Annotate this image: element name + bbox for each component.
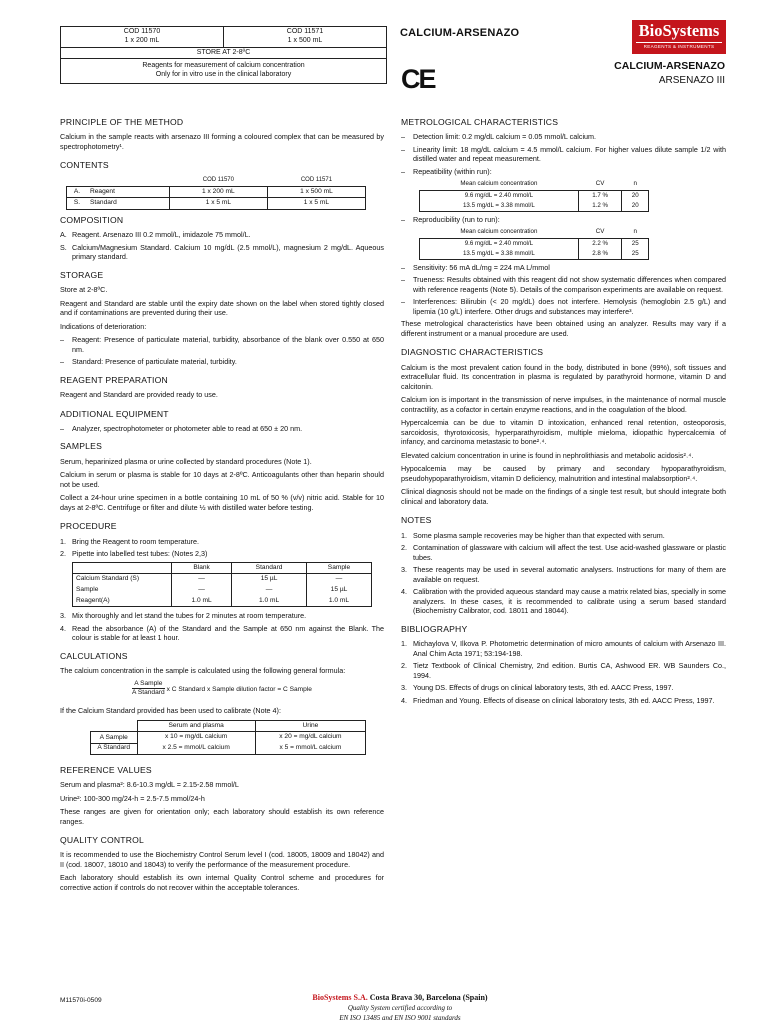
paragraph: Reagent and Standard are provided ready to use. xyxy=(60,390,218,400)
list-item: – Reagent: Presence of particulate material, turbidity, absorbance of the blank over 0.550 at 650 nm. xyxy=(60,335,384,354)
paragraph: Each laboratory should establish its own internal Quality Control scheme and procedures for corrective action if controls do not recover within the acceptable tolerances. xyxy=(60,873,384,892)
list-item: 2. Tietz Textbook of Clinical Chemistry, 2nd edition. Burtis CA, Ashwood ER. WB Saunders Co., 1994. xyxy=(401,661,726,680)
document-code: M11570i-0509 xyxy=(60,997,102,1004)
list-item: – Repeatibility (within run): xyxy=(401,166,492,176)
list-item: 2. Contamination of glassware with calcium will affect the test. Use acid-washed glassware or plastic tubes. xyxy=(401,543,726,562)
contents-table: COD 11570 COD 11571 A. Reagent 1 x 200 mL 1 x 500 mL S. Standard 1 x 5 mL 1 x 5 mL xyxy=(66,176,366,210)
product-info-table xyxy=(60,26,387,84)
paragraph: Calcium in serum or plasma is stable for 10 days at 2-8ºC. Anticoagulants other than heparin should not be used. xyxy=(60,470,384,489)
list-item: – Reproducibility (run to run): xyxy=(401,214,500,224)
preparation-heading: REAGENT PREPARATION xyxy=(60,374,168,385)
storage-cell: STORE AT 2-8ºC xyxy=(61,47,387,59)
paragraph: Clinical diagnosis should not be made on the findings of a single test result, but should integrate both clinical and laboratory data. xyxy=(401,487,726,506)
list-item: 4. Read the absorbance (A) of the Standard and the Sample at 650 nm against the Blank. The colour is stable for at least 1 hour. xyxy=(60,623,384,643)
list-item: – Analyzer, spectrophotometer or photometer able to read at 650 ± 20 nm. xyxy=(60,423,303,433)
paragraph: These ranges are given for orientation only; each laboratory should establish its own reference ranges. xyxy=(60,807,384,826)
paragraph: Serum and plasma²: 8.6-10.3 mg/dL = 2.15-2.58 mmol/L xyxy=(60,780,239,790)
paragraph: These metrological characteristics have been obtained using an analyzer. Results may vary if a different instrument or a manual procedure are used. xyxy=(401,319,726,338)
paragraph: Indications of deterioration: xyxy=(60,321,147,331)
samples-heading: SAMPLES xyxy=(60,441,102,452)
list-item: 3. Mix thoroughly and let stand the tubes for 2 minutes at room temperature. xyxy=(60,611,307,621)
calculation-formula: $\frac{\text{A Sample}}{\text{A Standard}}$ x C Standard x Sample dilution factor = C Sample xyxy=(132,679,312,697)
contents-heading: CONTENTS xyxy=(60,160,109,171)
list-item: A. Reagent. Arsenazo III 0.2 mmol/L, imidazole 75 mmol/L. xyxy=(60,230,251,240)
notes-heading: NOTES xyxy=(401,515,432,526)
list-item: 4. Calibration with the provided aqueous standard may cause a matrix related bias, specially in some analyzers. In these cases, it is recommended to calibrate using a serum based standard (Biochemistry Calibrator, cod. 18011 and 18044). xyxy=(401,587,726,616)
paragraph: Hypocalcemia may be caused by primary and secondary hypoparathyroidism, pseudohypoparathyroidism, vitamin D deficiency, malnutrition and intestinal malabsorption²˒⁴. xyxy=(401,464,726,483)
paragraph: Store at 2-8ºC. xyxy=(60,285,108,295)
storage-heading: STORAGE xyxy=(60,269,104,280)
list-item: 1. Some plasma sample recoveries may be higher than that expected with serum. xyxy=(401,530,665,540)
paragraph: Calcium ion is important in the transmission of nerve impulses, in the maintenance of normal muscle contractility, as a cofactor in certain enzyme reactions, and in the coagulation of the blood. xyxy=(401,395,726,414)
list-item: 2. Pipette into labelled test tubes: (Notes 2,3) xyxy=(60,549,208,559)
list-item: – Linearity limit: 18 mg/dL calcium = 4.5 mmol/L calcium. For higher values dilute sample 1/2 with distilled water and repeat measurement. xyxy=(401,144,726,164)
list-item: – Detection limit: 0.2 mg/dL calcium = 0.05 mmol/L calcium. xyxy=(401,132,597,142)
left-column xyxy=(60,117,384,896)
list-item: S. Calcium/Magnesium Standard. Calcium 10 mg/dL (2.5 mmol/L), magnesium 2 mg/dL. Aqueous primary standard. xyxy=(60,242,384,262)
footer: BioSystems S.A. Costa Brava 30, Barcelona (Spain) Quality System certified according to EN ISO 13485 and EN ISO 9001 standards xyxy=(312,993,488,1022)
procedure-table: Blank Standard Sample Calcium Standard (S) — 15 µL — Sample — — 15 µL Reagent(A) 1.0 mL 1.0 mL 1.0 mL xyxy=(72,562,372,608)
quality-control-heading: QUALITY CONTROL xyxy=(60,835,145,846)
paragraph: Calcium is the most prevalent cation found in the body, distributed in bone (99%), soft tissues and extracellular fluid. Its concentration in plasma is regulated by parathyroid hormone, vitamin D and calcitonin. xyxy=(401,362,726,391)
product-title: CALCIUM-ARSENAZO ARSENAZO III xyxy=(614,60,725,86)
paragraph: If the Calcium Standard provided has been used to calibrate (Note 4): xyxy=(60,706,281,716)
list-item: – Standard: Presence of particulate material, turbidity. xyxy=(60,357,237,367)
reproducibility-table: Mean calcium concentration CV n 9.6 mg/dL = 2.40 mmol/L 2.2 % 25 13.5 mg/dL = 3.38 mmol/L 2.8 % 25 xyxy=(419,227,649,260)
paragraph: Urine²: 100-300 mg/24-h = 2.5-7.5 mmol/24-h xyxy=(60,793,205,803)
calculations-heading: CALCULATIONS xyxy=(60,650,128,661)
paragraph: Collect a 24-hour urine specimen in a bottle containing 10 mL of 50 % (v/v) nitric acid. Stable for 10 days at 2-8ºC. Centrifuge or filter and dilute ½ with distilled water before testing. xyxy=(60,493,384,512)
list-item: 4. Friedman and Young. Effects of disease on clinical laboratory tests, 3th ed. AACC Press, 1997. xyxy=(401,695,715,705)
bibliography-heading: BIBLIOGRAPHY xyxy=(401,623,468,634)
paragraph: Serum, heparinized plasma or urine collected by standard procedures (Note 1). xyxy=(60,456,312,466)
calculation-table: Serum and plasma Urine A Sample A Standard x 10 = mg/dL calcium x 20 = mg/dL calcium x 2.5 = mmol/L calcium x 5 = mmol/L calcium xyxy=(90,720,366,755)
principle-heading: PRINCIPLE OF THE METHOD xyxy=(60,117,184,127)
cod-11570-cell: COD 11570 1 x 200 mL xyxy=(61,27,224,48)
paragraph: Reagent and Standard are stable until the expiry date shown on the label when stored tightly closed and if contaminations are prevented during their use. xyxy=(60,298,384,318)
repeatability-table: Mean calcium concentration CV n 9.6 mg/dL = 2.40 mmol/L 1.7 % 20 13.5 mg/dL = 3.38 mmol/L 1.2 % 20 xyxy=(419,179,649,212)
ce-mark-icon: CE xyxy=(401,64,435,94)
purpose-cell: Reagents for measurement of calcium concentration Only for in vitro use in the clinical laboratory xyxy=(61,59,387,84)
biosystems-logo: BioSystems REAGENTS & INSTRUMENTS xyxy=(632,20,726,54)
paragraph: The calcium concentration in the sample is calculated using the following general formula: xyxy=(60,666,346,676)
composition-heading: COMPOSITION xyxy=(60,215,124,225)
list-item: 3. Young DS. Effects of drugs on clinical laboratory tests, 3th ed. AACC Press, 1997. xyxy=(401,683,674,692)
list-item: – Trueness: Results obtained with this reagent did not show systematic differences when compared with reference reagents (Note 5). Details of the comparison experiments are available on request. xyxy=(401,275,726,294)
paragraph: Elevated calcium concentration in urine is found in nephrolithiasis and metabolic acidosis²˒⁴. xyxy=(401,450,694,460)
list-item: 3. These reagents may be used in several automatic analysers. Instructions for many of them are available on request. xyxy=(401,565,726,584)
diagnostic-heading: DIAGNOSTIC CHARACTERISTICS xyxy=(401,347,544,358)
paragraph: It is recommended to use the Biochemistry Control Serum level I (cod. 18005, 18009 and 18042) and II (cod. 18007, 18010 and 18043) to verify the performance of the measurement procedure. xyxy=(60,850,384,869)
list-item: – Interferences: Bilirubin (< 20 mg/dL) does not interfere. Hemolysis (hemoglobin 2.5 g/L) and lipemia (10 g/L) interfere. Other drugs and substances may interfere³. xyxy=(401,297,726,316)
procedure-heading: PROCEDURE xyxy=(60,521,117,532)
principle-text: Calcium in the sample reacts with arsenazo III forming a coloured complex that can be measured by spectrophotometry¹. xyxy=(60,132,384,151)
reference-values-heading: REFERENCE VALUES xyxy=(60,764,152,775)
paragraph: Hypercalcemia can be due to vitamin D intoxication, enhanced renal retention, osteoporosis, sarcoidosis, thyrotoxicosis, hyperparathyroidism, multiple mieloma, idiopathic hypercalcemia of infancy, and carcinoma metastasic to bone²˒⁴. xyxy=(401,418,726,447)
right-column xyxy=(401,117,726,708)
metrological-heading: METROLOGICAL CHARACTERISTICS xyxy=(401,117,559,127)
list-item: 1. Bring the Reagent to room temperature. xyxy=(60,536,200,546)
equipment-heading: ADDITIONAL EQUIPMENT xyxy=(60,408,169,419)
list-item: – Sensitivity: 56 mA dL/mg = 224 mA L/mmol xyxy=(401,262,550,272)
document-title: CALCIUM-ARSENAZO xyxy=(400,27,520,39)
list-item: 1. Michaylova V, Ilkova P. Photometric determination of micro amounts of calcium with Arsenazo III. Anal Chim Acta 1971; 53:194-198. xyxy=(401,639,726,658)
cod-11571-cell: COD 11571 1 x 500 mL xyxy=(224,27,387,48)
